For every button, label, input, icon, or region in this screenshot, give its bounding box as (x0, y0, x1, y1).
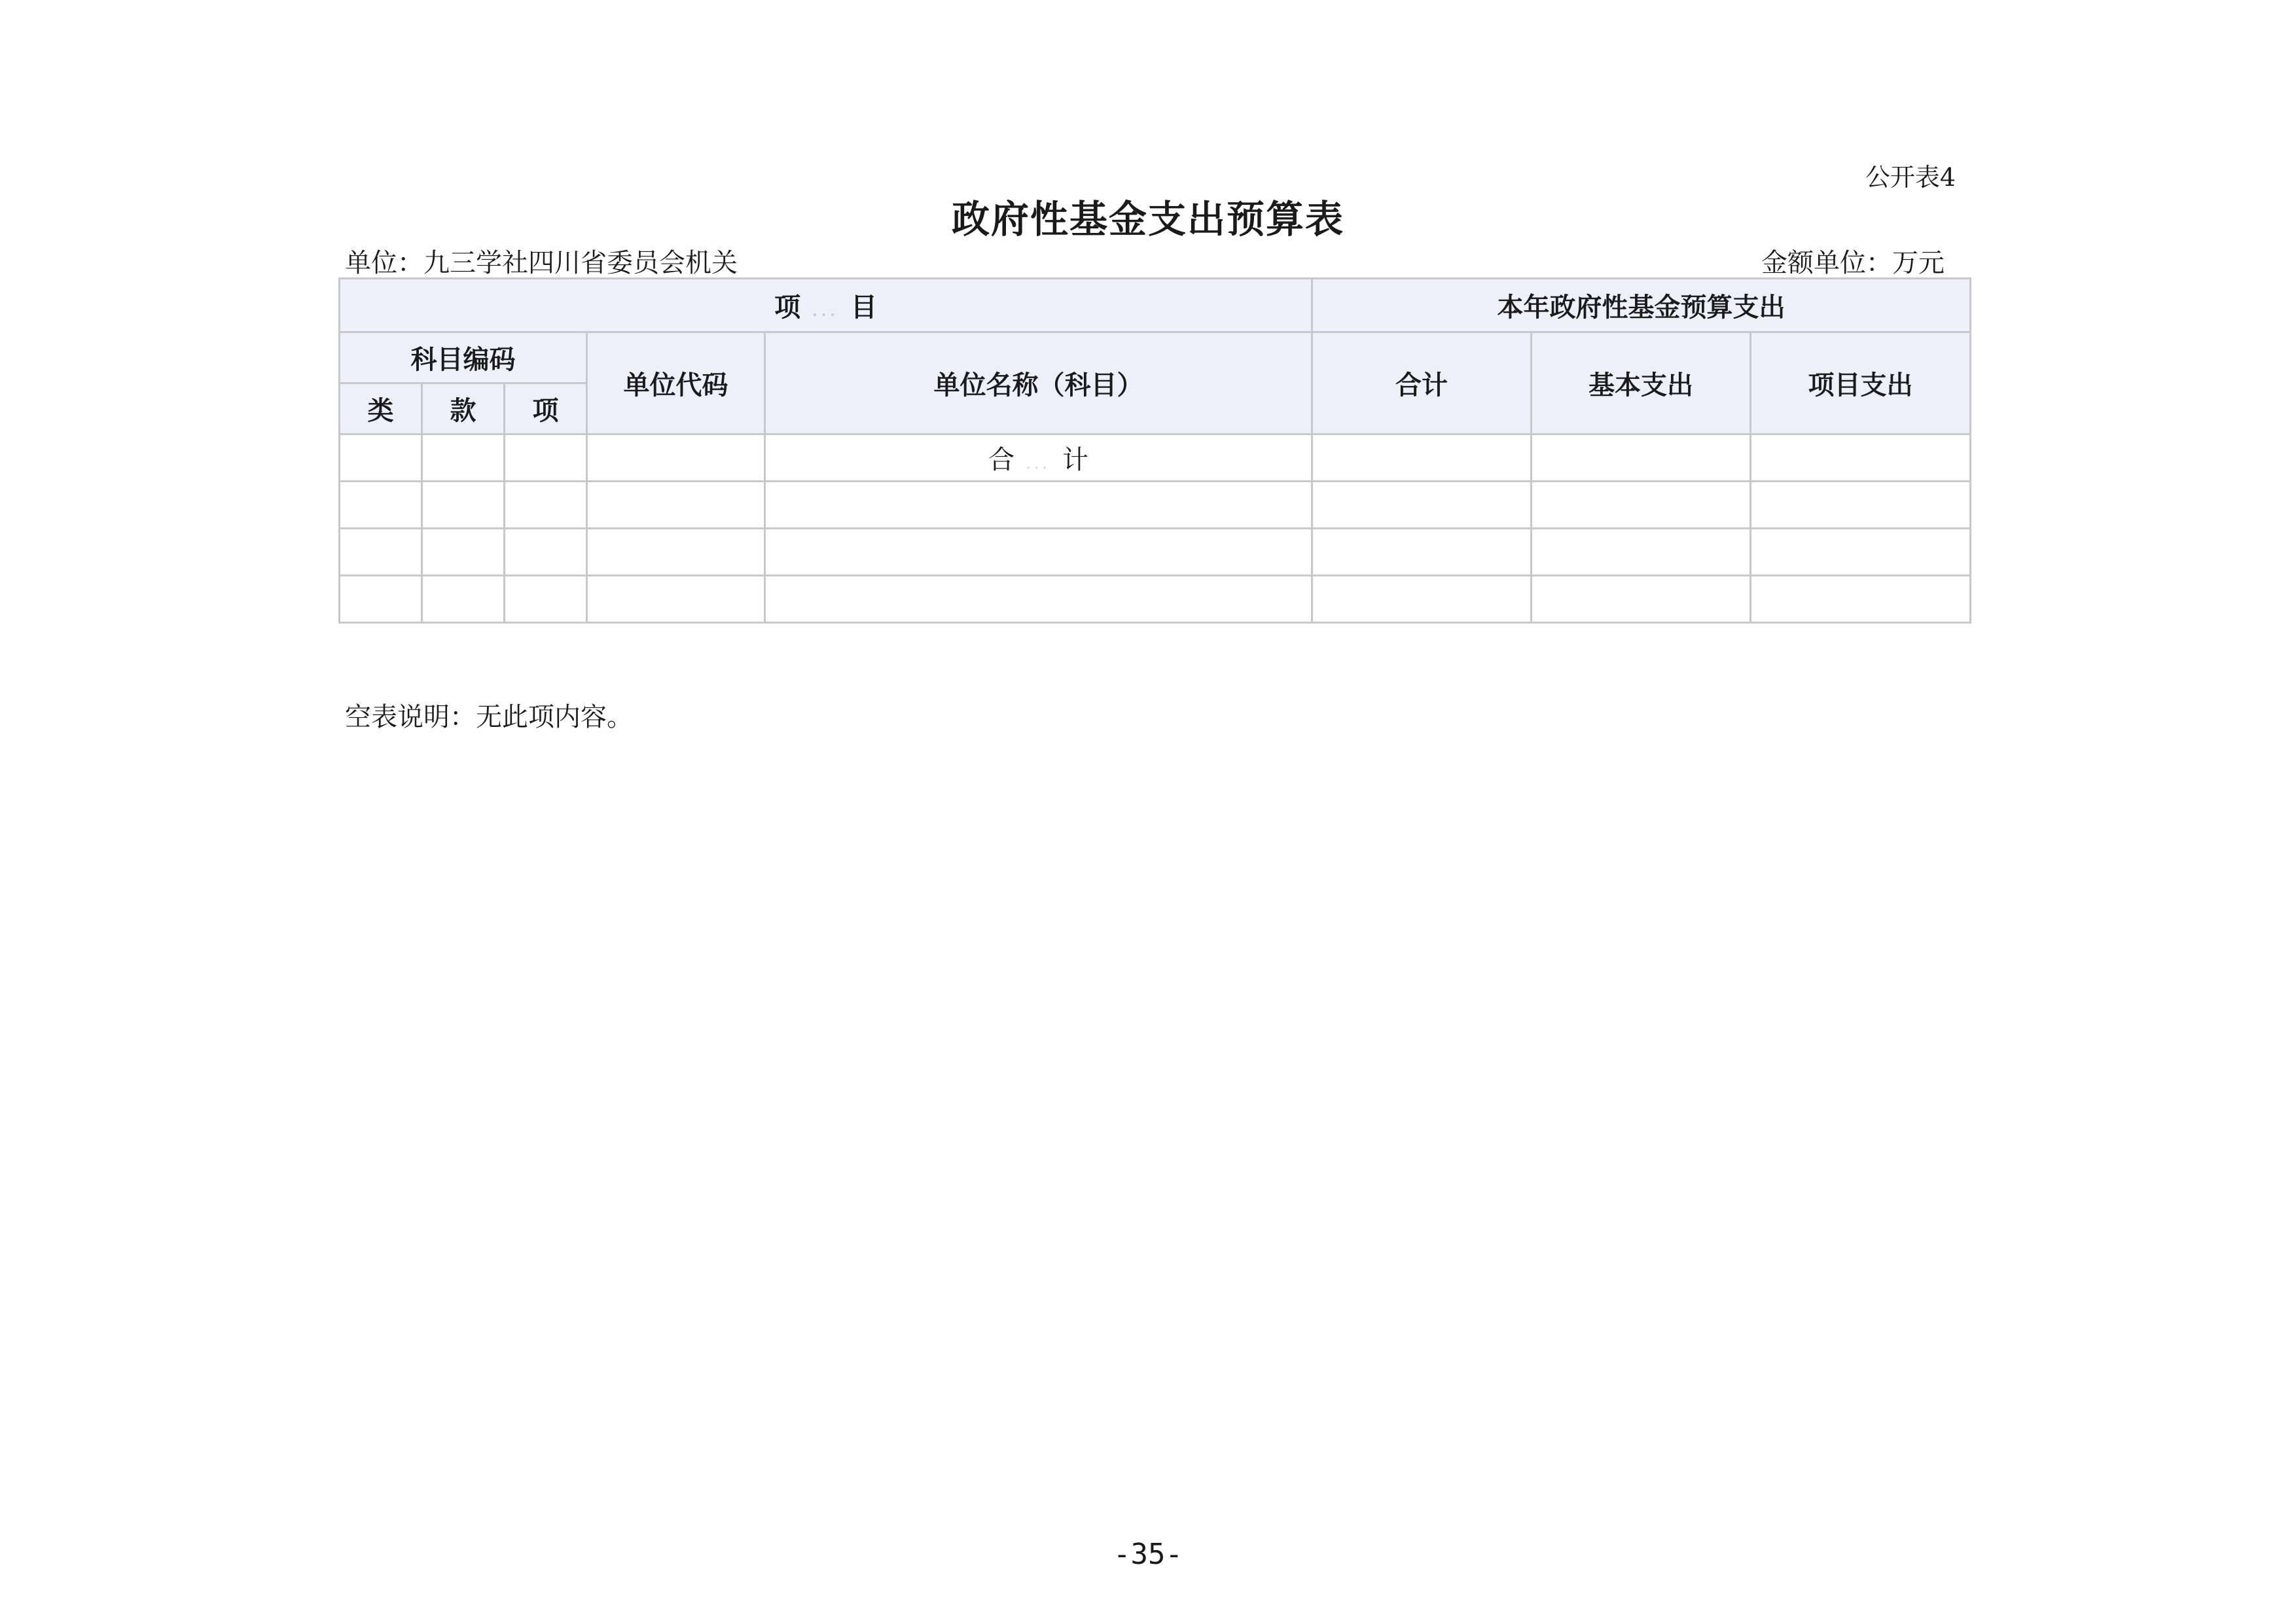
budget-table (338, 277, 1971, 624)
total-label-cell (765, 434, 1312, 482)
table-cell (1312, 434, 1532, 482)
table-cell (765, 482, 1312, 529)
total-label-right: 计 (1062, 445, 1089, 475)
header-unit-code: 单位代码 (587, 332, 765, 434)
total-label-dots: ... (1026, 456, 1051, 472)
table-cell (587, 434, 765, 482)
table-cell (505, 482, 587, 529)
table-cell (587, 529, 765, 576)
total-row (340, 434, 1971, 482)
table-row (340, 529, 1971, 576)
table-cell (505, 434, 587, 482)
table-cell (1532, 529, 1751, 576)
table-cell (505, 529, 587, 576)
table-label: 公开表4 (1865, 163, 1956, 192)
header-project-dots: ... (812, 304, 839, 319)
header-budget-group: 本年政府性基金预算支出 (1312, 279, 1971, 332)
empty-table-note: 空表说明：无此项内容。 (345, 702, 633, 732)
table-cell (340, 576, 422, 623)
table-cell (340, 482, 422, 529)
total-label-left: 合 (988, 445, 1014, 475)
table-cell (1312, 529, 1532, 576)
table-cell (1751, 482, 1971, 529)
table-cell (1532, 434, 1751, 482)
header-project-left: 项 (774, 292, 801, 323)
table-cell (587, 482, 765, 529)
table-cell (422, 482, 505, 529)
table-cell (1532, 576, 1751, 623)
table-cell (1532, 482, 1751, 529)
header-unit-name: 单位名称（科目） (765, 332, 1312, 434)
header-project-group (340, 279, 1312, 332)
table-cell (1751, 434, 1971, 482)
header-total: 合计 (1312, 332, 1532, 434)
table-cell (422, 576, 505, 623)
table-cell (505, 576, 587, 623)
table-cell (340, 434, 422, 482)
table-cell (1312, 576, 1532, 623)
header-project-right: 目 (850, 292, 877, 323)
header-class: 类 (340, 383, 422, 434)
table-cell (422, 434, 505, 482)
page-title: 政府性基金支出预算表 (951, 197, 1344, 241)
header-section: 款 (422, 383, 505, 434)
amount-unit-label: 金额单位：万元 (1761, 248, 1945, 278)
table-row (340, 576, 1971, 623)
header-basic-expense: 基本支出 (1532, 332, 1751, 434)
header-item: 项 (505, 383, 587, 434)
page-number: -35- (1113, 1538, 1183, 1571)
unit-label: 单位：九三学社四川省委员会机关 (345, 248, 738, 278)
table-cell (1751, 576, 1971, 623)
table-cell (422, 529, 505, 576)
header-row-1 (340, 279, 1971, 332)
table-cell (587, 576, 765, 623)
table-cell (340, 529, 422, 576)
table-cell (1312, 482, 1532, 529)
header-row-2 (340, 332, 1971, 383)
table-cell (765, 529, 1312, 576)
table-cell (765, 576, 1312, 623)
header-project-expense: 项目支出 (1751, 332, 1971, 434)
table-row (340, 482, 1971, 529)
table-cell (1751, 529, 1971, 576)
header-subject-code: 科目编码 (340, 332, 587, 383)
